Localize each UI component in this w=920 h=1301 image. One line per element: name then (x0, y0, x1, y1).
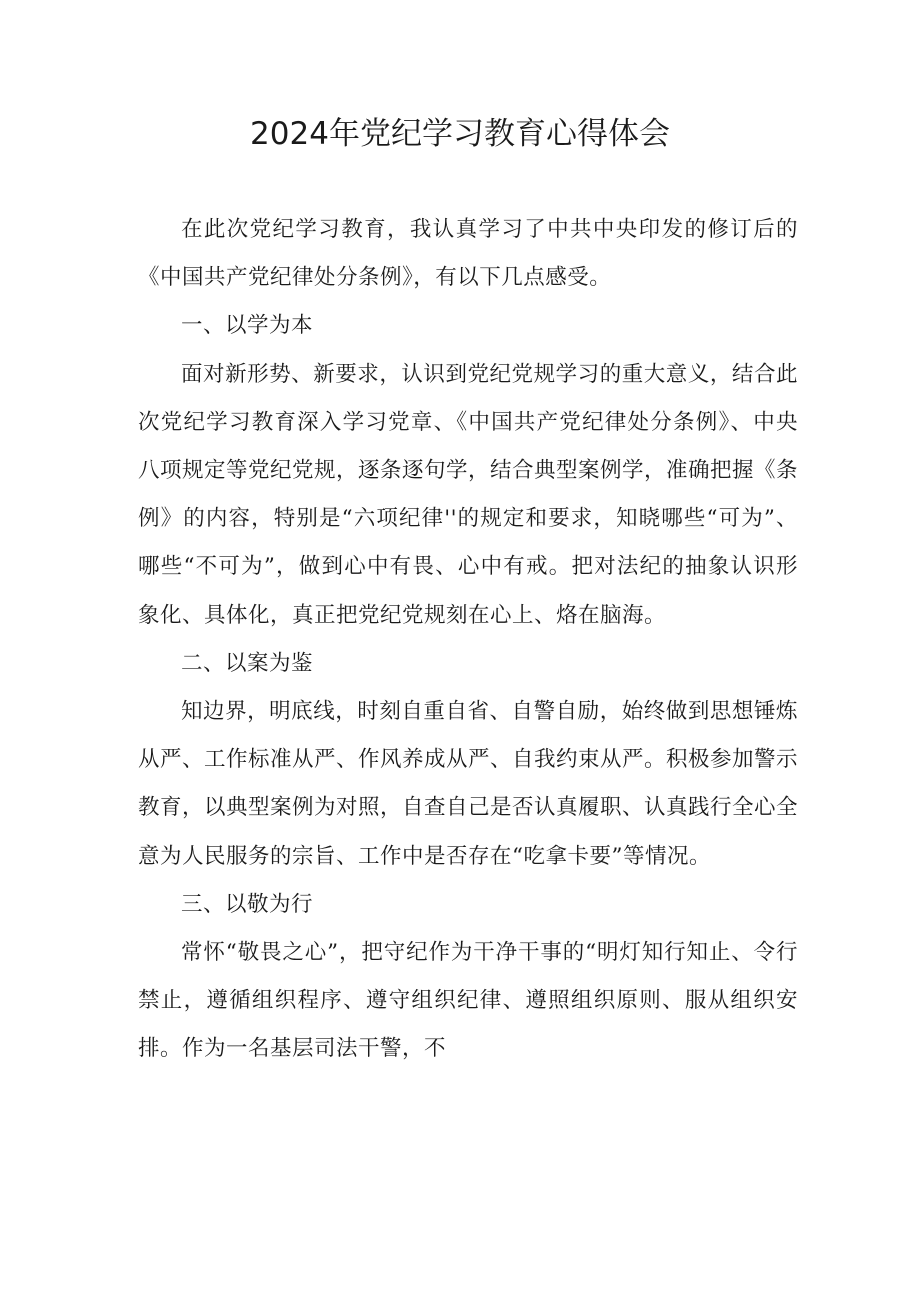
section-3-paragraph: 常怀“敬畏之心”，把守纪作为干净干事的“明灯知行知止、令行禁止，遵循组织程序、遵守组织纪律、遵照组织原则、服从组织安排。作为一名基层司法干警，不 (138, 940, 798, 1062)
section-heading-2: 二、以案为鉴 (181, 650, 314, 676)
document-title: 2024年党纪学习教育心得体会 (250, 116, 670, 152)
document-body (138, 206, 798, 1074)
section-2-paragraph: 知边界，明底线，时刻自重自省、自警自励，始终做到思想锤炼从严、工作标准从严、作风养成从严、自我约束从严。积极参加警示教育，以典型案例为对照，自查自己是否认真履职、认真践行全心全意为人民服务的宗旨、工作中是否存在“吃拿卡要”等情况。 (138, 699, 799, 869)
intro-paragraph: 在此次党纪学习教育，我认真学习了中共中央印发的修订后的《中国共产党纪律处分条例》，有以下几点感受。 (138, 217, 798, 291)
section-heading-1: 一、以学为本 (181, 313, 314, 339)
section-1-paragraph: 面对新形势、新要求，认识到党纪党规学习的重大意义，结合此次党纪学习教育深入学习党章、《中国共产党纪律处分条例》、中央八项规定等党纪党规，逐条逐句学，结合典型案例学，准确把握《条例》的内容，特别是“六项纪律''的规定和要求，知晓哪些“可为”、哪些“不可为”，做到心中有畏、心中有戒。把对法纪的抽象认识形象化、具体化，真正把党纪党规刻在心上、烙在脑海。 (138, 361, 799, 628)
section-heading-3: 三、以敬为行 (181, 891, 314, 917)
